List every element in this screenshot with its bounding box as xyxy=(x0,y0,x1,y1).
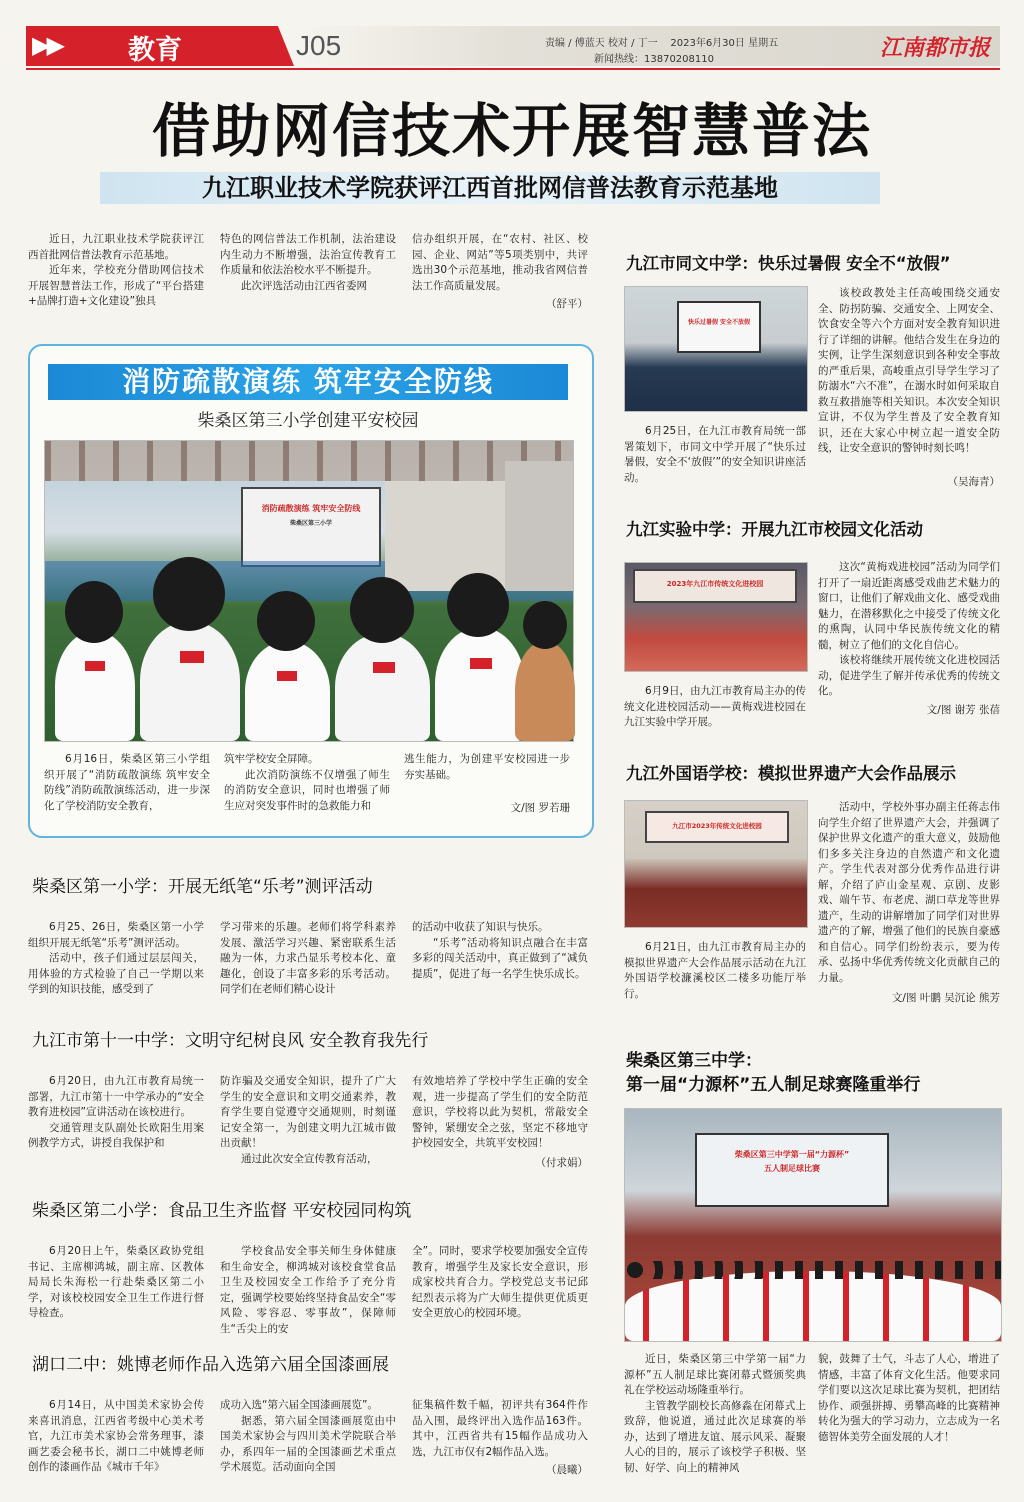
feature-col-3: 逃生能力，为创建平安校园进一步夯实基础。 xyxy=(404,753,570,781)
article-title: 九江市第十一中学：文明守纪树良风 安全教育我先行 xyxy=(32,1031,429,1051)
article-col-3: 征集稿件数千幅，初评共有364件作品入围，最终评出入选作品163件。其中，江西省共有15幅作品成功入选，九江市仅有2幅作品入选。 xyxy=(412,1399,588,1458)
article-caption: 6月21日，由九江市教育局主办的模拟世界遗产大会作品展示活动在九江外国语学校濂溪校区二楼多功能厅举行。 xyxy=(624,941,806,1000)
article-col-3: 有效地培养了学校中学生正确的安全观，进一步提高了学生们的安全防范意识，学校将以此为契机，常敲安全警钟，紧绷安全之弦，坚定不移地守护校园安全，共筑平安校园！ xyxy=(412,1075,588,1149)
article-col-1: 6月25、26日，柴桑区第一小学组织开展无纸笔“乐考”测评活动。 活动中，孩子们通过层层闯关，用体验的方式检验了自己一学期以来学到的知识技能，感受到了 xyxy=(28,921,204,995)
article-col-1: 6月14日，从中国美术家协会传来喜讯消息，江西省考级中心美术考官，九江市美术家协会常务理事，漆画艺委会秘书长，湖口二中姚博老师创作的漆画作品《城市千年》 xyxy=(28,1399,204,1473)
article-col-2: 防诈骗及交通安全知识，提升了广大学生的安全意识和文明交通素养，教育学生要自觉遵守交通规则，时刻谨记安全第一，为创建文明九江城市做出贡献！ 通过此次安全宣传教育活动， xyxy=(220,1075,396,1165)
article-photo xyxy=(624,800,808,928)
article-title: 柴桑区第二小学：食品卫生齐监督 平安校园同构筑 xyxy=(32,1201,412,1221)
article-caption: 6月25日，在九江市教育局统一部署策划下，市同文中学开展了“快乐过暑假，安全不‘放假’”的安全知识讲座活动。 xyxy=(624,425,806,484)
article-col-2: 学校食品安全事关师生身体健康和生命安全，柳鸿城对该校食堂食品卫生及校园安全工作给予了充分肯定，强调学校要始终坚持食品安全“零风险、零容忍、零事故”，保障师生“舌尖上的安 xyxy=(220,1245,396,1335)
lead-byline: （舒平） xyxy=(546,298,588,310)
article-col-2: 学习带来的乐趣。老师们将学科素养发展、激活学习兴趣、紧密联系生活融为一体，力求凸显乐考校本化、童趣化，创设了丰富多彩的乐考活动。同学们在老师们精心设计 xyxy=(220,921,396,995)
article-title: 湖口二中：姚博老师作品入选第六届全国漆画展 xyxy=(32,1355,389,1375)
article-byline: 文/图 谢芳 张蓓 xyxy=(926,704,1000,716)
article-photo xyxy=(624,562,808,672)
feature-photo xyxy=(44,440,574,742)
feature-photo-screen-text: 消防疏散演练 筑牢安全防线 xyxy=(261,504,361,513)
article-byline: 文/图 叶鹏 吴沉论 熊芳 xyxy=(891,992,1000,1004)
feature-col-1: 6月16日，柴桑区第三小学组织开展了“消防疏散演练 筑牢安全防线”消防疏散演练活动，进一步深化了学校消防安全教育， xyxy=(44,753,210,812)
article-title: 九江实验中学：开展九江市校园文化活动 xyxy=(626,520,923,539)
article-photo-screen-text: 柴桑区第三中学第一届“力源杯” xyxy=(734,1150,850,1159)
article-title-line-1: 柴桑区第三中学： xyxy=(626,1051,762,1071)
article-photo-screen-text: 快乐过暑假 安全不放假 xyxy=(687,319,751,326)
newspaper-logo: 江南都市报 xyxy=(880,35,991,61)
editors: 责编 / 傅蓝天 校对 / 丁一 xyxy=(545,38,658,49)
article-title: 柴桑区第一小学：开展无纸笔“乐考”测评活动 xyxy=(32,877,373,897)
header-rule xyxy=(26,68,1000,70)
lead-col-3: 信办组织开展，在“农村、社区、校园、企业、网站”等5项类别中，共评选出30个示范基地，推动我省网信普法工作高质量发展。 xyxy=(412,233,588,292)
issue-date: 2023年6月30日 星期五 xyxy=(670,38,779,49)
article-photo xyxy=(624,286,808,412)
article-title-line-2: 第一届“力源杯”五人制足球赛隆重举行 xyxy=(626,1075,921,1095)
article-body: 该校政教处主任高峻围绕交通安全、防拐防骗、交通安全、上网安全、饮食安全等六个方面对安全教育知识进行了详细的讲解。他结合发生在身边的实例，让学生深刻意识到各种安全事故的严重后果，高峻重点引导学生学习了防溺水“六不准”，在溺水时如何采取自救互救措施等相关知识。本次安全知识宣讲，不仅为学生普及了安全教育知识，还在大家心中树立起一道安全防线，让安全意识的警钟时刻长鸣！ xyxy=(818,287,1000,454)
article-col-1: 6月20日上午，柴桑区政协党组书记、主席柳鸿城，副主席、区教体局局长朱海松一行赴柴桑区第二小学，对该校校园安全卫生工作进行督导检查。 xyxy=(28,1245,204,1319)
news-hotline: 新闻热线：13870208110 xyxy=(594,54,714,65)
article-col-2: 貌，鼓舞了士气，斗志了人心，增进了情感，丰富了体育文化生活。他要求同学们要以这次足球比赛为契机，把团结协作、顽强拼搏、勇攀高峰的比赛精神转化为强大的学习动力，立志成为一名德智体美劳全面发展的人才！ xyxy=(818,1353,1000,1443)
article-caption: 6月9日，由九江市教育局主办的传统文化进校园活动——黄梅戏进校园在九江实验中学开展。 xyxy=(624,685,806,728)
section-name: 教育 xyxy=(128,35,182,66)
article-byline: （吴海青） xyxy=(947,476,1000,488)
feature-photo-screen-sub: 柴桑区第三小学 xyxy=(289,520,332,527)
article-photo xyxy=(624,1108,1002,1342)
header-meta xyxy=(545,34,778,49)
page-headline: 借助网信技术开展智慧普法 xyxy=(151,97,872,165)
article-col-1: 近日，柴桑区第三中学第一届“力源杯”五人制足球比赛闭幕式暨颁奖典礼在学校运动场隆重举行。 主管教学副校长高修淼在闭幕式上致辞，他说道，通过此次足球赛的举办，达到了增进友谊、展示风采、凝聚人心的目的，展示了该校学子积极、坚韧、好学、向上的精神风 xyxy=(624,1353,806,1474)
article-col-2: 成功入选“第六届全国漆画展览”。 据悉，第六届全国漆画展览由中国美术家协会与四川美术学院联合举办，系四年一届的全国漆画艺术重点学术展览。活动面向全国 xyxy=(220,1399,396,1473)
article-photo-screen-sub: 五人制足球比赛 xyxy=(764,1164,820,1173)
article-photo-screen-text: 2023年九江市传统文化进校园 xyxy=(666,580,764,588)
article-body: 这次“黄梅戏进校园”活动为同学们打开了一扇近距离感受戏曲艺术魅力的窗口，让他们了解戏曲文化、感受戏曲魅力，在潜移默化之中接受了传统文化的熏陶，认同中华民族传统文化的精髓，树立了他们的文化自信心。 该校将继续开展传统文化进校园活动，促进学生了解并传承优秀的传统文化。 xyxy=(818,561,1000,697)
feature-title: 消防疏散演练 筑牢安全防线 xyxy=(122,365,494,398)
article-title: 九江外国语学校：模拟世界遗产大会作品展示 xyxy=(626,764,956,783)
page-number: J05 xyxy=(296,30,342,61)
feature-col-2: 筑牢学校安全屏障。 此次消防演练不仅增强了师生的消防安全意识，同时也增强了师生应对突发事件时的急救能力和 xyxy=(224,753,390,812)
feature-subtitle: 柴桑区第三小学创建平安校园 xyxy=(197,411,419,431)
article-body: 活动中，学校外事办副主任蒋志伟向学生介绍了世界遗产大会，并强调了保护世界文化遗产的重大意义，鼓励他们多多关注身边的自然遗产和文化遗产。学生代表对部分优秀作品进行讲解，介绍了庐山金星观、京剧、皮影戏、端午节、布老虎、湖口草龙等世界遗产，生动的讲解增加了同学们对世界遗产的了解，增强了他们的民族自豪感和自信心。同学们纷纷表示，要为传承、弘扬中华优秀传统文化贡献自己的力量。 xyxy=(818,801,1000,984)
lead-col-2: 特色的网信普法工作机制，法治建设内生动力不断增强，法治宣传教育工作质量和依法治校水平不断提升。 此次评选活动由江西省委网 xyxy=(220,233,396,292)
feature-byline: 文/图 罗若珊 xyxy=(510,802,570,814)
article-col-3: 全”。同时，要求学校要加强安全宣传教育，增强学生及家长安全意识，形成家校共育合力。学校党总支书记邱纪烈表示将为广大师生提供更优质更安全更放心的校园环境。 xyxy=(412,1245,588,1319)
article-title: 九江市同文中学：快乐过暑假 安全不“放假” xyxy=(626,254,951,273)
double-arrow-icon: ▶▶ xyxy=(32,31,61,59)
article-col-1: 6月20日，由九江市教育局统一部署，九江市第十一中学承办的“安全教育进校园”宣讲活动在该校进行。 交通管理支队副处长欧阳生用案例教学方式，讲授自我保护和 xyxy=(28,1075,204,1149)
article-byline: （晨曦） xyxy=(546,1464,588,1476)
page-subhead: 九江职业技术学院获评江西首批网信普法教育示范基地 xyxy=(202,173,778,202)
article-byline: （付求娟） xyxy=(535,1157,588,1169)
article-photo-screen-text: 九江市2023年传统文化进校园 xyxy=(672,822,762,830)
article-col-3: 的活动中收获了知识与快乐。 “乐考”活动将知识点融合在丰富多彩的闯关活动中，真正做到了“减负提质”，促进了每一名学生快乐成长。 xyxy=(412,921,588,980)
lead-col-1: 近日，九江职业技术学院获评江西首批网信普法教育示范基地。 近年来，学校充分借助网信技术开展智慧普法工作，形成了“平台搭建+品牌打造+文化建设”独具 xyxy=(28,233,204,307)
